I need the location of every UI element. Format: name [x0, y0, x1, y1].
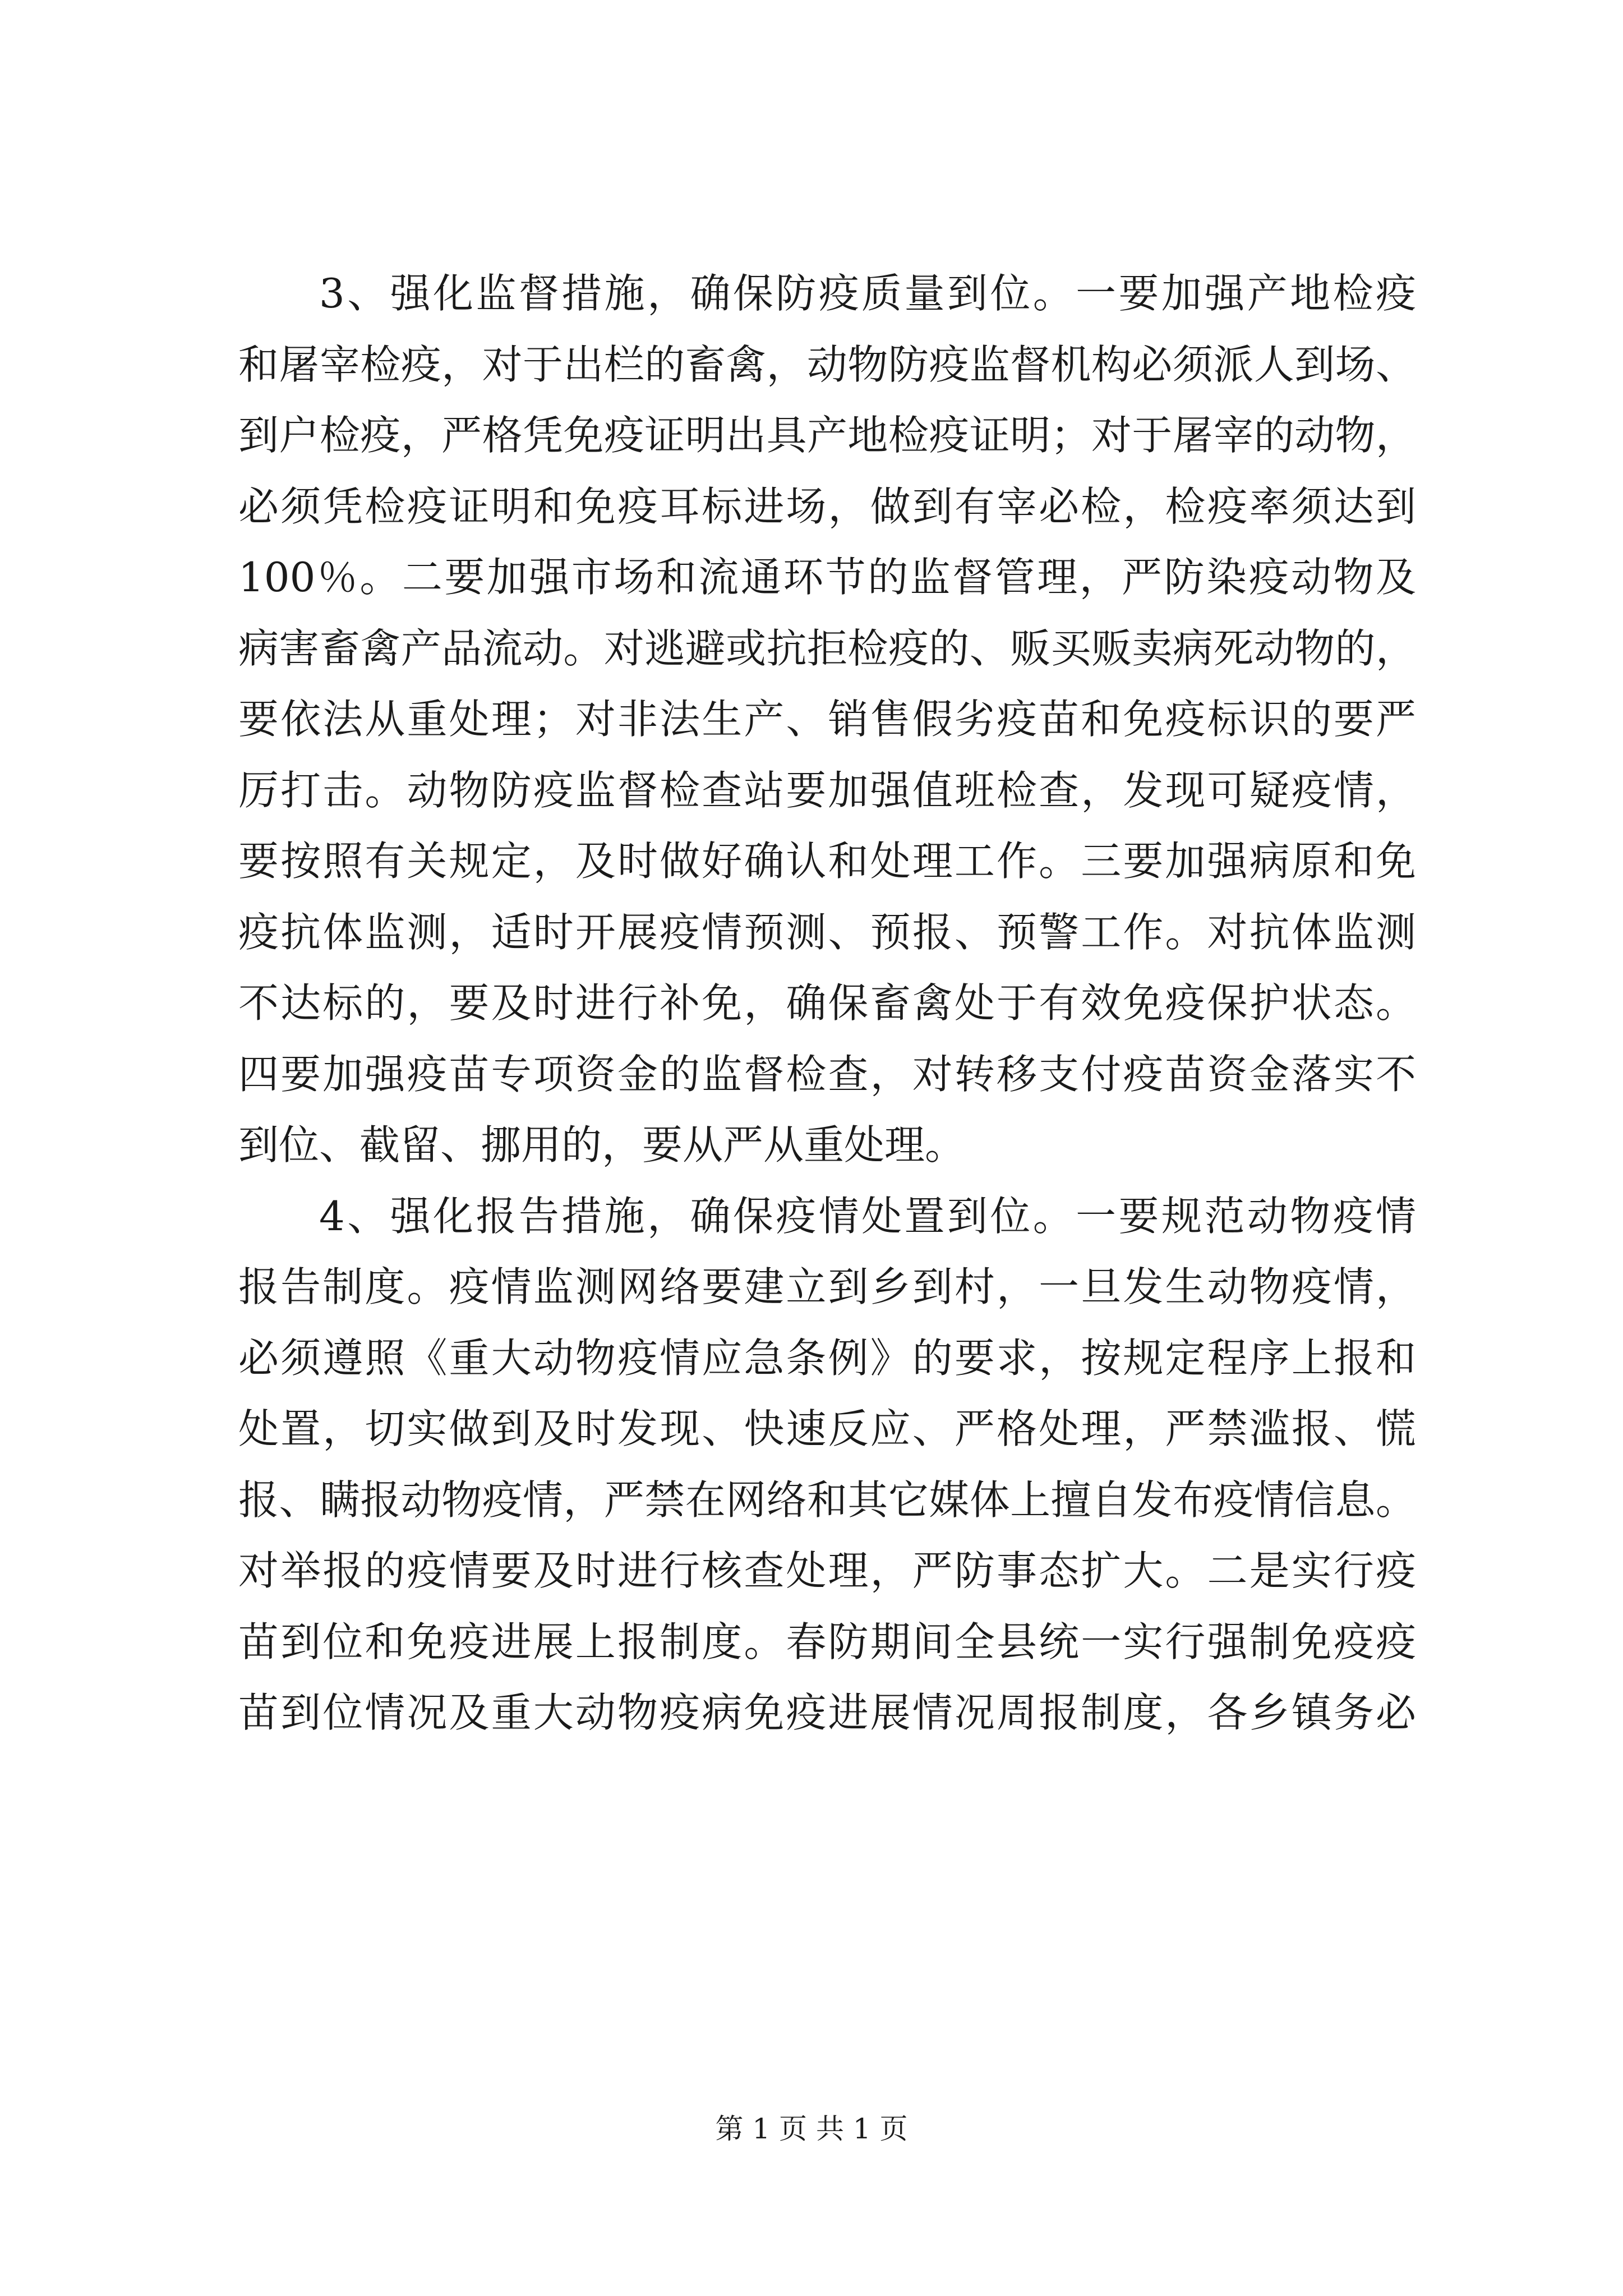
paragraph-4-line: 必须遵照《重大动物疫情应急条例》的要求，按规定程序上报和	[238, 1334, 1416, 1382]
paragraph-3-line: 要按照有关规定，及时做好确认和处理工作。三要加强病原和免	[238, 838, 1416, 885]
paragraph-4-line: 报告制度。疫情监测网络要建立到乡到村，一旦发生动物疫情，	[238, 1263, 1416, 1310]
paragraph-4-line: 4、强化报告措施，确保疫情处置到位。一要规范动物疫情	[319, 1192, 1416, 1240]
paragraph-4-line: 对举报的疫情要及时进行核查处理，严防事态扩大。二是实行疫	[238, 1547, 1416, 1594]
paragraph-3-line: 病害畜禽产品流动。对逃避或抗拒检疫的、贩买贩卖病死动物的，	[238, 624, 1416, 672]
paragraph-4-line: 苗到位和免疫进展上报制度。春防期间全县统一实行强制免疫疫	[238, 1618, 1416, 1665]
paragraph-3-line: 疫抗体监测，适时开展疫情预测、预报、预警工作。对抗体监测	[238, 908, 1416, 956]
page-footer	[0, 2106, 1623, 2147]
paragraph-3-line: 100％。二要加强市场和流通环节的监督管理，严防染疫动物及	[238, 554, 1416, 601]
paragraph-3-line: 要依法从重处理；对非法生产、销售假劣疫苗和免疫标识的要严	[238, 696, 1416, 743]
paragraph-3-line: 3、强化监督措施，确保防疫质量到位。一要加强产地检疫	[319, 270, 1416, 317]
page-number-label: 第 1 页 共 1 页	[715, 2113, 908, 2145]
paragraph-3-line: 到位、截留、挪用的，要从严从重处理。	[238, 1121, 966, 1168]
paragraph-3-line: 厉打击。动物防疫监督检查站要加强值班检查，发现可疑疫情，	[238, 766, 1416, 814]
document-body	[238, 258, 1416, 1749]
paragraph-4-line: 处置，切实做到及时发现、快速反应、严格处理，严禁滥报、慌	[238, 1405, 1416, 1452]
paragraph-4-line: 苗到位情况及重大动物疫病免疫进展情况周报制度，各乡镇务必	[238, 1689, 1416, 1736]
paragraph-3-line: 不达标的，要及时进行补免，确保畜禽处于有效免疫保护状态。	[238, 979, 1416, 1027]
paragraph-3-line: 四要加强疫苗专项资金的监督检查，对转移支付疫苗资金落实不	[238, 1050, 1416, 1098]
paragraph-4-line: 报、瞒报动物疫情，严禁在网络和其它媒体上擅自发布疫情信息。	[238, 1476, 1416, 1524]
paragraph-3-line: 到户检疫，严格凭免疫证明出具产地检疫证明；对于屠宰的动物，	[238, 412, 1416, 459]
paragraph-3-line: 必须凭检疫证明和免疫耳标进场，做到有宰必检，检疫率须达到	[238, 482, 1416, 530]
paragraph-3-line: 和屠宰检疫，对于出栏的畜禽，动物防疫监督机构必须派人到场、	[238, 341, 1416, 388]
